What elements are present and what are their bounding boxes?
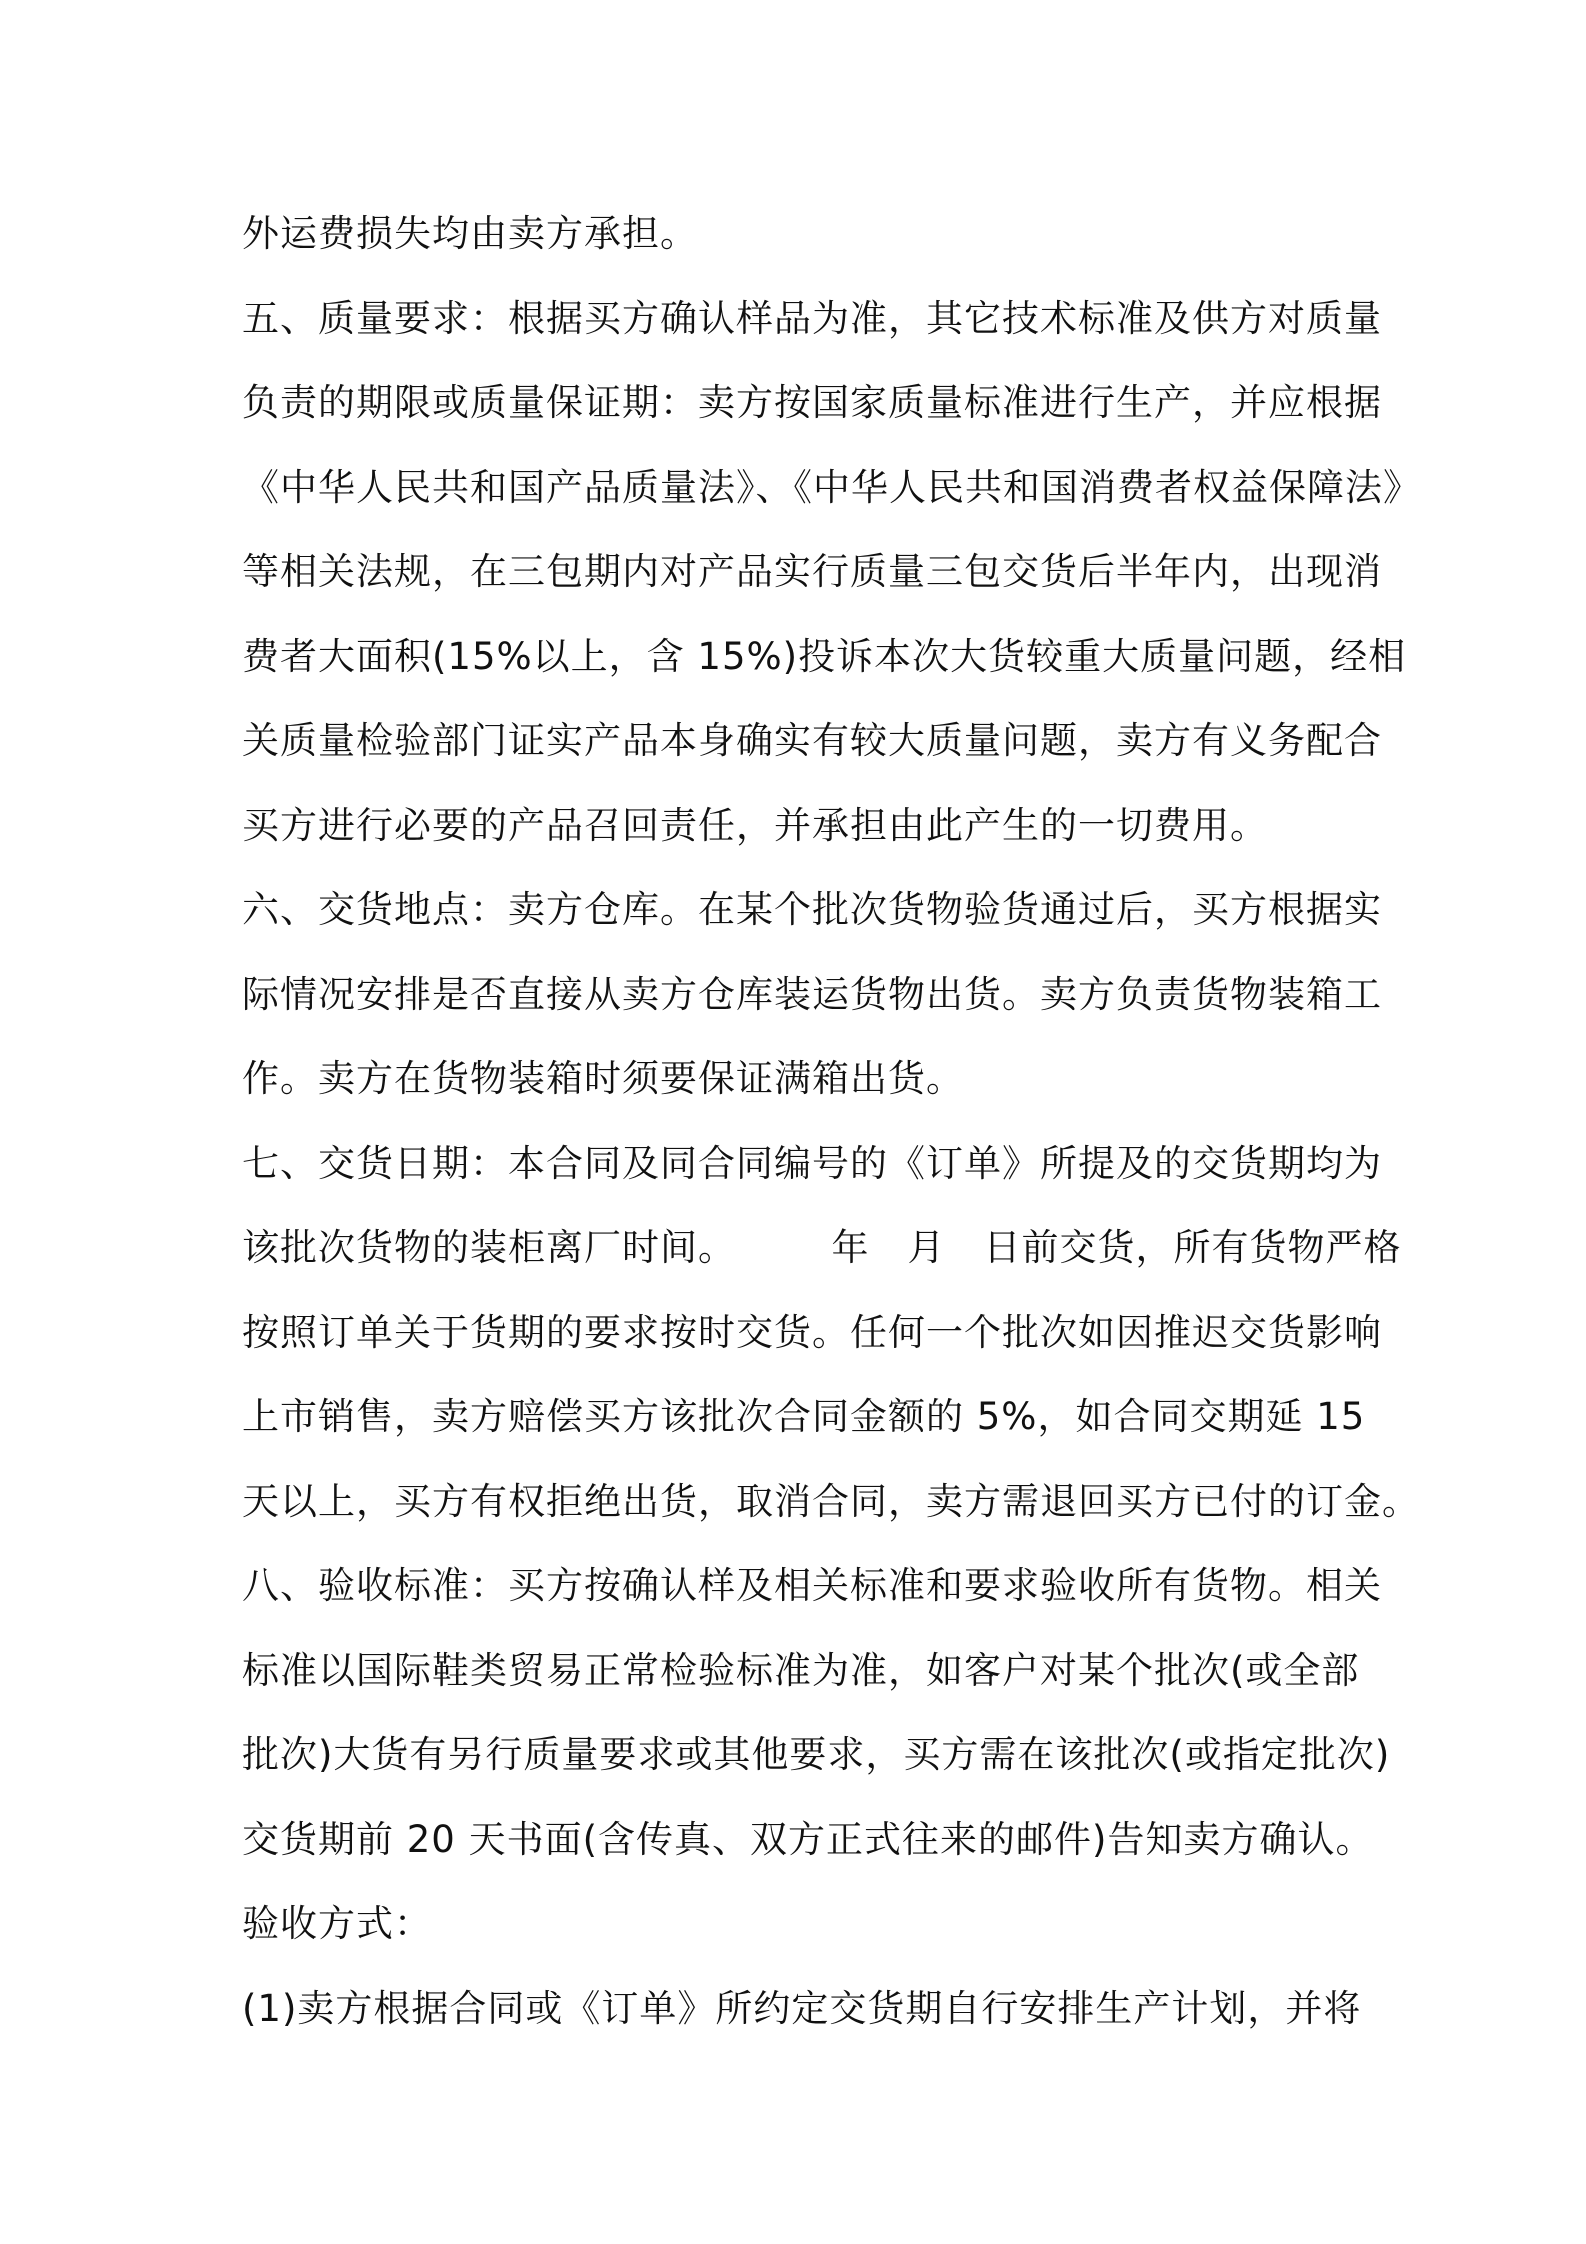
text-line: 按照订单关于货期的要求按时交货。任何一个批次如因推迟交货影响 xyxy=(242,1310,1382,1354)
text-line: 标准以国际鞋类贸易正常检验标准为准，如客户对某个批次(或全部 xyxy=(242,1648,1360,1692)
text-line: 天以上，买方有权拒绝出货，取消合同，卖方需退回买方已付的订金。 xyxy=(242,1479,1420,1523)
text-line: 该批次货物的装柜离厂时间。 年 月 日前交货，所有货物严格 xyxy=(242,1226,1402,1269)
text-line: 关质量检验部门证实产品本身确实有较大质量问题，卖方有义务配合 xyxy=(242,719,1382,762)
text-line: 上市销售，卖方赔偿买方该批次合同金额的 5%，如合同交期延 15 xyxy=(242,1395,1366,1438)
text-line: 六、交货地点：卖方仓库。在某个批次货物验货通过后，买方根据实 xyxy=(242,888,1382,931)
text-line: 七、交货日期：本合同及同合同编号的《订单》所提及的交货期均为 xyxy=(242,1141,1382,1185)
text-line: 《中华人民共和国产品质量法》、《中华人民共和国消费者权益保障法》 xyxy=(242,465,1421,509)
text-line: 五、质量要求：根据买方确认样品为准，其它技术标准及供方对质量 xyxy=(242,296,1382,340)
text-line: 等相关法规，在三包期内对产品实行质量三包交货后半年内，出现消 xyxy=(242,550,1382,593)
text-line: 费者大面积(15%以上，含 15%)投诉本次大货较重大质量问题，经相 xyxy=(242,634,1407,678)
text-line: 交货期前 20 天书面(含传真、双方正式往来的邮件)告知卖方确认。 xyxy=(242,1817,1374,1861)
text-line: 八、验收标准：买方按确认样及相关标准和要求验收所有货物。相关 xyxy=(242,1564,1382,1607)
text-line: 买方进行必要的产品召回责任，并承担由此产生的一切费用。 xyxy=(242,803,1268,847)
text-line: 作。卖方在货物装箱时须要保证满箱出货。 xyxy=(242,1057,964,1100)
text-line: 批次)大货有另行质量要求或其他要求，买方需在该批次(或指定批次) xyxy=(242,1733,1391,1776)
text-line: 负责的期限或质量保证期：卖方按国家质量标准进行生产，并应根据 xyxy=(242,381,1382,424)
text-line: 际情况安排是否直接从卖方仓库装运货物出货。卖方负责货物装箱工 xyxy=(242,972,1382,1016)
text-line: 外运费损失均由卖方承担。 xyxy=(242,212,698,255)
text-line: (1)卖方根据合同或《订单》所约定交货期自行安排生产计划，并将 xyxy=(242,1986,1362,2030)
text-line: 验收方式： xyxy=(242,1902,432,1945)
contract-text xyxy=(242,192,1421,2051)
